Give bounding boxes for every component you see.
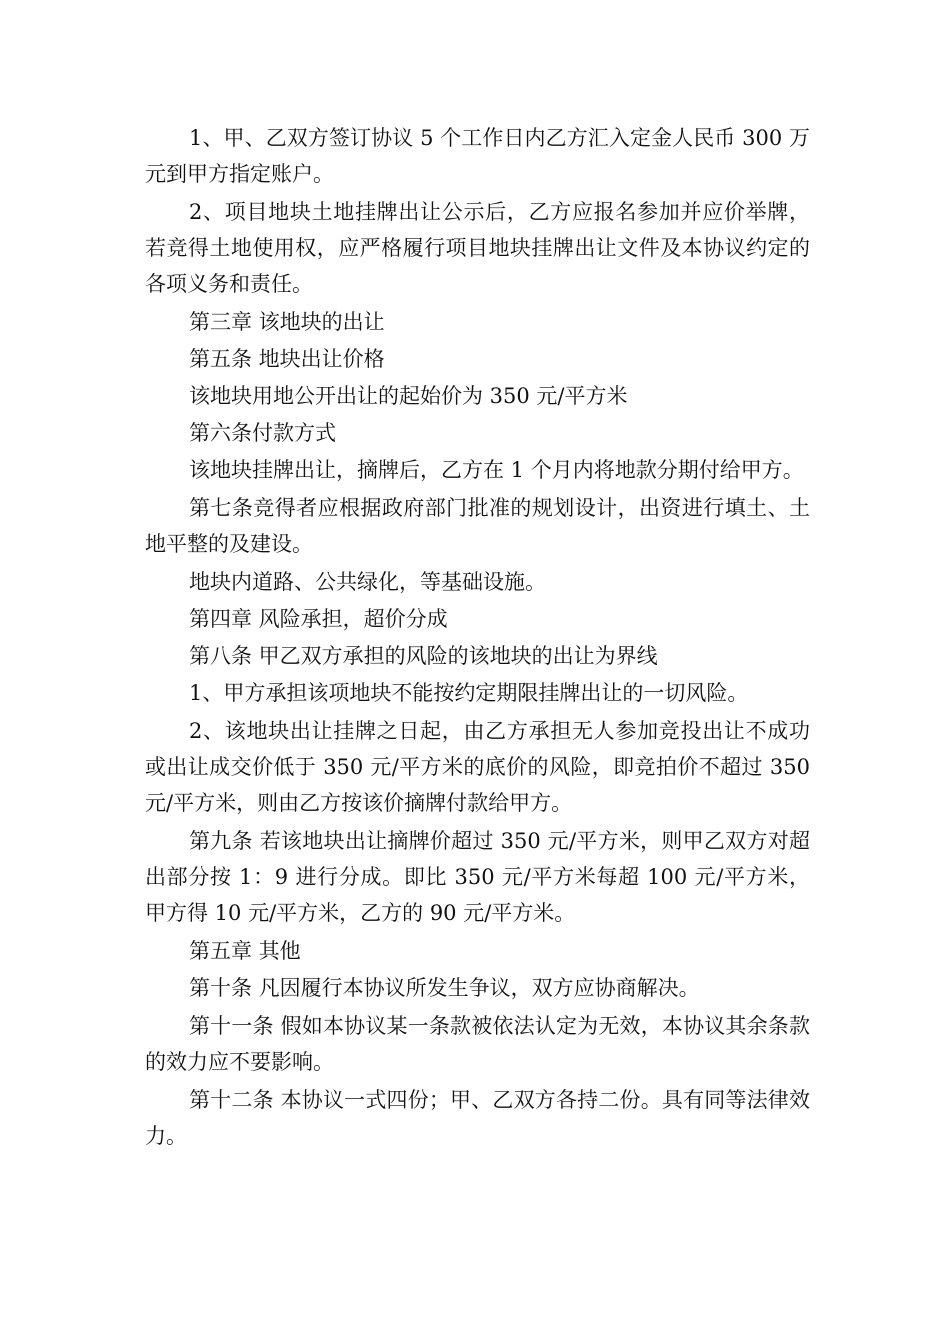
- article-5-heading: 第五条 地块出让价格: [189, 347, 385, 371]
- chapter-5-heading: 第五章 其他: [189, 939, 301, 963]
- article-10-text: 第十条 凡因履行本协议所发生争议，双方应协商解决。: [189, 976, 700, 1000]
- chapter-3-heading: 第三章 该地块的出让: [189, 310, 385, 334]
- infrastructure-text: 地块内道路、公共绿化，等基础设施。: [189, 570, 546, 594]
- chapter-4-heading: 第四章 风险承担，超价分成: [189, 607, 448, 631]
- starting-price-text: 该地块用地公开出让的起始价为 350 元/平方米: [189, 384, 628, 408]
- paragraph-deposit: 1、甲、乙双方签订协议 5 个工作日内乙方汇入定金人民币 300 万元到甲方指定账户。: [145, 126, 810, 186]
- party-a-risk-text: 1、甲方承担该项地块不能按约定期限挂牌出让的一切风险。: [189, 681, 749, 705]
- party-b-risk-paragraph: 2、该地块出让挂牌之日起，由乙方承担无人参加竞投出让不成功或出让成交价低于 350 元/平方米的底价的风险，即竞拍价不超过 350 元/平方米，则由乙方按该价摘牌付款给甲方。: [145, 719, 810, 815]
- article-7-paragraph: 第七条竞得者应根据政府部门批准的规划设计，出资进行填土、土地平整的及建设。: [145, 496, 810, 556]
- article-12-paragraph: 第十二条 本协议一式四份；甲、乙双方各持二份。具有同等法律效力。: [145, 1088, 810, 1148]
- paragraph-bidding-obligation: 2、项目地块土地挂牌出让公示后，乙方应报名参加并应价举牌，若竞得土地使用权，应严格履行项目地块挂牌出让文件及本协议约定的各项义务和责任。: [145, 200, 810, 296]
- document-body: [145, 120, 810, 1154]
- article-11-paragraph: 第十一条 假如本协议某一条款被依法认定为无效，本协议其余条款的效力应不要影响。: [145, 1014, 810, 1074]
- paragraph-payment: 该地块挂牌出让，摘牌后，乙方在 1 个月内将地款分期付给甲方。: [189, 458, 804, 482]
- article-9-paragraph: 第九条 若该地块出让摘牌价超过 350 元/平方米，则甲乙双方对超出部分按 1：9 进行分成。即比 350 元/平方米每超 100 元/平方米，甲方得 10 元/平方米，乙方的 90 元/平方米。: [145, 829, 810, 925]
- article-8-heading: 第八条 甲乙双方承担的风险的该地块的出让为界线: [189, 644, 658, 668]
- article-6-heading: 第六条付款方式: [189, 421, 336, 445]
